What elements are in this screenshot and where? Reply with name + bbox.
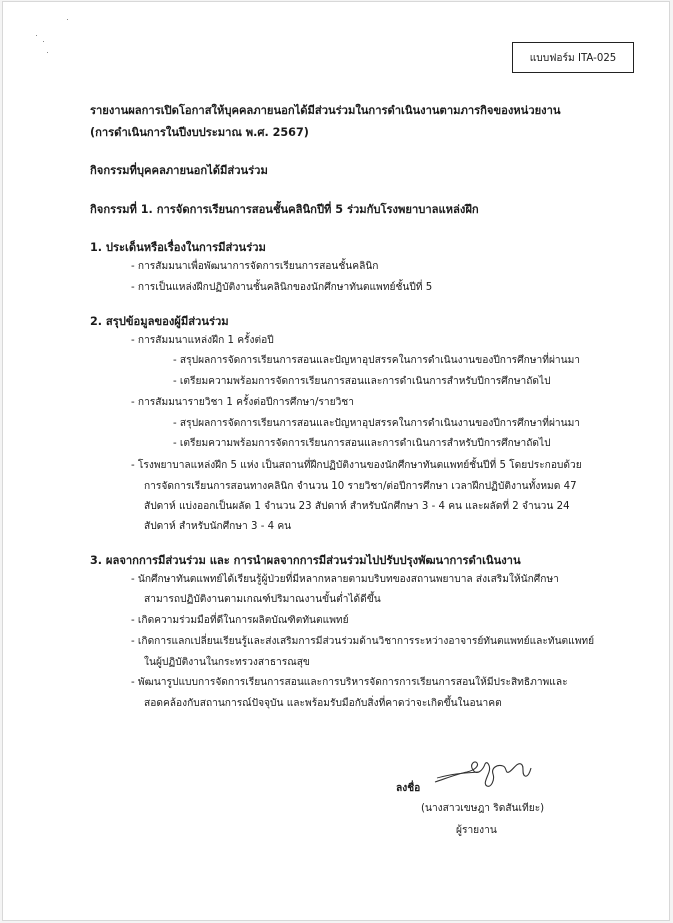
section2-subitem: - เตรียมความพร้อมการจัดการเรียนการสอนและการดำเนินการสำหรับปีการศึกษาถัดไป (173, 438, 551, 449)
section2-heading: 2. สรุปข้อมูลของผู้มีส่วนร่วม (90, 315, 229, 328)
section2-paragraph-line: สัปดาห์ สำหรับนักศึกษา 3 - 4 คน (144, 521, 292, 532)
scan-speck (43, 41, 44, 42)
report-title: รายงานผลการเปิดโอกาสให้บุคคลภายนอกได้มีส่วนร่วมในการดำเนินงานตามภารกิจของหน่วยงาน (90, 104, 561, 117)
sign-label: ลงชื่อ (396, 783, 421, 794)
form-code-box: แบบฟอร์ม ITA-025 (512, 42, 634, 73)
document-page (2, 1, 670, 921)
section2-subitem: - สรุปผลการจัดการเรียนการสอนและปัญหาอุปสรรคในการดำเนินงานของปีการศึกษาที่ผ่านมา (173, 355, 581, 366)
section3-heading: 3. ผลจากการมีส่วนร่วม และ การนำผลจากการมีส่วนร่วมไปปรับปรุงพัฒนาการดำเนินงาน (90, 554, 521, 567)
section2-item: - การสัมมนารายวิชา 1 ครั้งต่อปีการศึกษา/รายวิชา (131, 397, 354, 408)
scan-speck (47, 52, 48, 53)
scan-speck (67, 19, 68, 20)
section3-item-cont: สอดคล้องกับสถานการณ์ปัจจุบัน และพร้อมรับมือกับสิ่งที่คาดว่าจะเกิดขึ้นในอนาคต (144, 698, 502, 709)
section3-item-cont: ในผู้ปฏิบัติงานในกระทรวงสาธารณสุข (144, 657, 310, 668)
section2-paragraph-line: การจัดการเรียนการสอนทางคลินิก จำนวน 10 รายวิชา/ต่อปีการศึกษา เวลาฝึกปฏิบัติงานทั้งหมด 47 (144, 481, 577, 492)
reporter-role: ผู้รายงาน (456, 825, 497, 836)
section3-item: - เกิดการแลกเปลี่ยนเรียนรู้และส่งเสริมการมีส่วนร่วมด้านวิชาการระหว่างอาจารย์ทันตแพทย์และทันตแพทย์ (131, 636, 595, 647)
section3-item: - พัฒนารูปแบบการจัดการเรียนการสอนและการบริหารจัดการการเรียนการสอนให้มีประสิทธิภาพและ (131, 677, 568, 688)
section2-paragraph-line: สัปดาห์ แบ่งออกเป็นผลัด 1 จำนวน 23 สัปดาห์ สำหรับนักศึกษา 3 - 4 คน และผลัดที่ 2 จำนวน 24 (144, 501, 570, 512)
section1-heading: 1. ประเด็นหรือเรื่องในการมีส่วนร่วม (90, 241, 266, 254)
handwritten-signature (433, 754, 533, 792)
section1-item: - การสัมมนาเพื่อพัฒนาการจัดการเรียนการสอนชั้นคลินิก (131, 261, 379, 272)
section2-subitem: - สรุปผลการจัดการเรียนการสอนและปัญหาอุปสรรคในการดำเนินงานของปีการศึกษาที่ผ่านมา (173, 418, 581, 429)
activities-heading: กิจกรรมที่บุคคลภายนอกได้มีส่วนร่วม (90, 164, 268, 177)
scan-speck (36, 35, 37, 36)
section1-item: - การเป็นแหล่งฝึกปฏิบัติงานชั้นคลินิกของนักศึกษาทันตแพทย์ชั้นปีที่ 5 (131, 282, 433, 293)
section2-item: - การสัมมนาแหล่งฝึก 1 ครั้งต่อปี (131, 335, 274, 346)
section3-item: - เกิดความร่วมมือที่ดีในการผลิตบัณฑิตทันตแพทย์ (131, 615, 349, 626)
section2-paragraph-line: - โรงพยาบาลแหล่งฝึก 5 แห่ง เป็นสถานที่ฝึกปฏิบัติงานของนักศึกษาทันตแพทย์ชั้นปีที่ 5 โดยประกอบด้วย (131, 460, 582, 471)
section3-item-cont: สามารถปฏิบัติงานตามเกณฑ์ปริมาณงานขั้นต่ำได้ดีขึ้น (144, 594, 381, 605)
section2-subitem: - เตรียมความพร้อมการจัดการเรียนการสอนและการดำเนินการสำหรับปีการศึกษาถัดไป (173, 376, 551, 387)
report-subtitle: (การดำเนินการในปีงบประมาณ พ.ศ. 2567) (90, 126, 309, 139)
section3-item: - นักศึกษาทันตแพทย์ได้เรียนรู้ผู้ป่วยที่มีหลากหลายตามบริบทของสถานพยาบาล ส่งเสริมให้นักศึกษา (131, 574, 559, 585)
activity-title: กิจกรรมที่ 1. การจัดการเรียนการสอนชั้นคลินิกปีที่ 5 ร่วมกับโรงพยาบาลแหล่งฝึก (90, 203, 479, 216)
reporter-name: (นางสาวเขษฎา ริดสันเทียะ) (421, 803, 545, 814)
